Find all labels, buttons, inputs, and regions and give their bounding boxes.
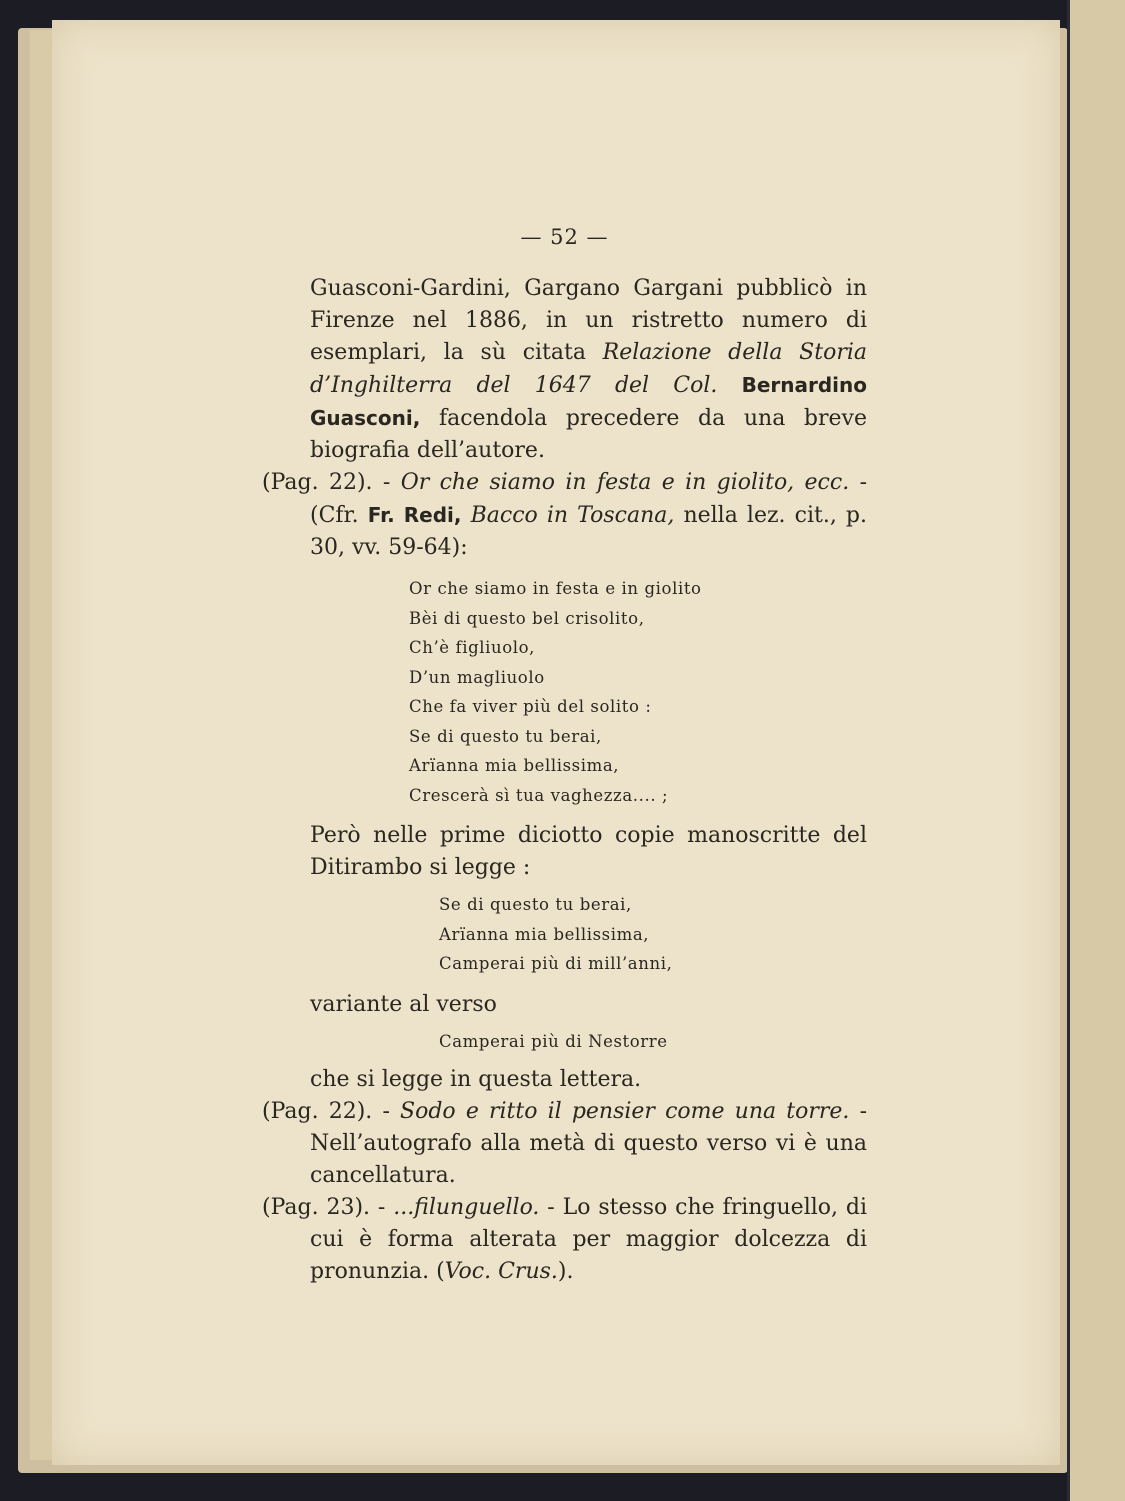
note-pag22-torre bbox=[262, 1096, 867, 1192]
verse-quote-2 bbox=[439, 890, 867, 979]
note3-ref: (Pag. 23). - bbox=[262, 1195, 394, 1220]
verse-quote-1 bbox=[409, 574, 867, 810]
verse-line: Se di questo tu berai, bbox=[439, 895, 632, 914]
verse-line: Se di questo tu berai, bbox=[409, 726, 602, 746]
para1-text: Guasconi-Gardini, Gargano Gargani pubblicò in Firenze nel 1886, in un ristretto numero di esemplari, la sù citata bbox=[310, 276, 867, 365]
note1-work: Bacco in Toscana, bbox=[470, 503, 675, 528]
paragraph-guasconi bbox=[262, 273, 867, 467]
verse-quote-3 bbox=[439, 1027, 867, 1057]
note1-end: nella lez. cit., p. 30, vv. 59-64): bbox=[310, 503, 867, 560]
verse-line: D’un magliuolo bbox=[409, 667, 545, 687]
paragraph-variante: variante al verso bbox=[310, 991, 497, 1017]
paragraph-lettera: che si legge in questa lettera. bbox=[310, 1067, 642, 1092]
verse-line: Arïanna mia bellissima, bbox=[409, 756, 620, 775]
verse-line: Camperai più di mill’anni, bbox=[439, 954, 673, 973]
verse-line: Arïanna mia bellissima, bbox=[439, 924, 650, 944]
note2-text: - Nell’autografo alla metà di questo verso vi è una cancellatura. bbox=[310, 1099, 867, 1188]
note-pag22-festa bbox=[262, 467, 867, 564]
verse-line: Or che siamo in festa e in giolito bbox=[409, 579, 702, 598]
note3-close: ). bbox=[557, 1259, 574, 1284]
note2-ref: (Pag. 22). - bbox=[262, 1099, 401, 1124]
facing-page-edge bbox=[1070, 0, 1125, 1501]
para1-title: Relazione della Storia d’Inghilterra del 1647 del Col. bbox=[310, 340, 867, 398]
note-pag23-filunguello bbox=[262, 1192, 867, 1288]
verse-line: Camperai più di Nestorre bbox=[439, 1031, 668, 1051]
page-number: — 52 — bbox=[520, 225, 609, 249]
verse-line: Bèi di questo bel crisolito, bbox=[409, 608, 645, 628]
note1-quote: Or che siamo in festa e in giolito, ecc. bbox=[400, 470, 850, 495]
note1-ref: (Pag. 22). - bbox=[262, 470, 401, 495]
verse-line: Che fa viver più del solito : bbox=[409, 697, 652, 716]
para1-text-end: facendola precedere da una breve biografia dell’autore. bbox=[310, 406, 867, 463]
text-block bbox=[262, 225, 867, 1288]
note2-quote: Sodo e ritto il pensier come una torre. bbox=[400, 1099, 850, 1124]
para1-name: Bernardino Guasconi, bbox=[310, 373, 867, 430]
verse-line: Crescerà sì tua vaghezza.... ; bbox=[409, 785, 669, 805]
note1-mid: - (Cfr. bbox=[310, 470, 867, 528]
note3-quote: ...filunguello. bbox=[393, 1195, 540, 1220]
verse-line: Ch’è figliuolo, bbox=[409, 638, 536, 657]
note1-author: Fr. Redi, bbox=[367, 503, 462, 527]
paragraph-ditirambo: Però nelle prime diciotto copie manoscritte del Ditirambo si legge : bbox=[310, 823, 867, 880]
note3-text: - Lo stesso che fringuello, di cui è forma alterata per maggior dolcezza di pronunzia. ( bbox=[310, 1195, 867, 1284]
note3-source: Voc. Crus. bbox=[444, 1259, 558, 1284]
